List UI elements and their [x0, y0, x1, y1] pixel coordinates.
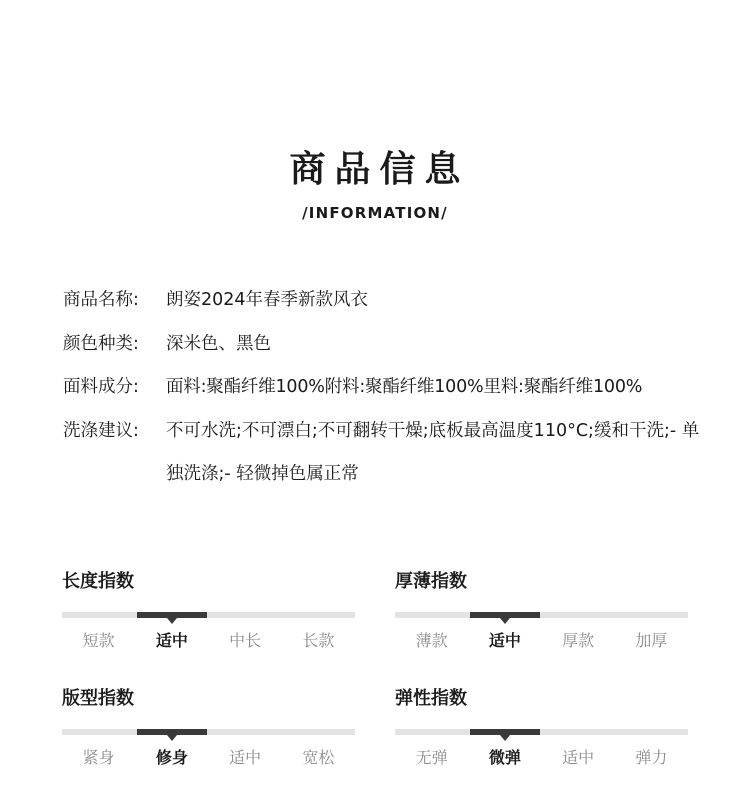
scale-options [395, 629, 688, 653]
info-label: 商品名称: [63, 290, 139, 310]
scale-track [395, 612, 688, 618]
scale-indicator [137, 612, 207, 618]
section-title: 商品信息 [289, 149, 470, 190]
scale-track [62, 729, 355, 735]
scale-options [62, 746, 355, 770]
scale-option: 适中 [562, 748, 595, 767]
scale-track [62, 612, 355, 618]
product-info-list [63, 279, 703, 497]
scale-thickness [395, 569, 688, 650]
scale-fit [62, 686, 355, 767]
scale-elasticity [395, 686, 688, 767]
scale-option: 加厚 [635, 631, 668, 650]
info-value: 面料:聚酯纤维100%附料:聚酯纤维100%里料:聚酯纤维100% [166, 377, 643, 397]
info-value: 不可水洗;不可漂白;不可翻转干燥;底板最高温度110°C;缓和干洗;- 单独洗涤;- 轻微掉色属正常 [166, 420, 700, 484]
scale-option: 紧身 [82, 748, 115, 767]
scale-option: 微弹 [488, 748, 521, 767]
indicator-pointer-icon [167, 735, 177, 741]
scale-option: 中长 [229, 631, 262, 650]
info-value: 深米色、黑色 [166, 333, 271, 354]
info-label: 洗涤建议: [63, 420, 139, 441]
info-label: 面料成分: [63, 377, 139, 397]
scale-option: 无弹 [415, 748, 448, 767]
indicator-pointer-icon [167, 618, 177, 624]
scale-options [395, 746, 688, 770]
section-subtitle: /INFORMATION/ [302, 204, 448, 222]
scale-option: 修身 [155, 748, 188, 767]
info-row-fabric [63, 366, 703, 410]
scale-options [62, 629, 355, 653]
scale-title: 弹性指数 [395, 688, 467, 709]
info-row-name [63, 279, 703, 323]
scale-indicator [470, 612, 540, 618]
scale-option: 薄款 [415, 631, 448, 650]
scale-option: 短款 [82, 631, 115, 650]
scale-option: 厚款 [562, 631, 595, 650]
scale-title: 长度指数 [62, 571, 134, 592]
info-row-wash [63, 410, 703, 497]
scale-option: 弹力 [635, 748, 668, 767]
scale-title: 厚薄指数 [395, 571, 467, 592]
scale-option: 宽松 [302, 748, 335, 767]
scale-track [395, 729, 688, 735]
scale-indicator [470, 729, 540, 735]
scale-option: 长款 [302, 631, 335, 650]
scale-option: 适中 [155, 631, 188, 650]
scale-length [62, 569, 355, 650]
info-label: 颜色种类: [63, 333, 139, 354]
scale-option: 适中 [229, 748, 262, 767]
info-value: 朗姿2024年春季新款风衣 [166, 290, 369, 310]
info-row-color [63, 323, 703, 367]
indicator-pointer-icon [500, 618, 510, 624]
scale-indicator [137, 729, 207, 735]
scale-title: 版型指数 [62, 688, 134, 709]
indicator-pointer-icon [500, 735, 510, 741]
scale-option: 适中 [488, 631, 521, 650]
